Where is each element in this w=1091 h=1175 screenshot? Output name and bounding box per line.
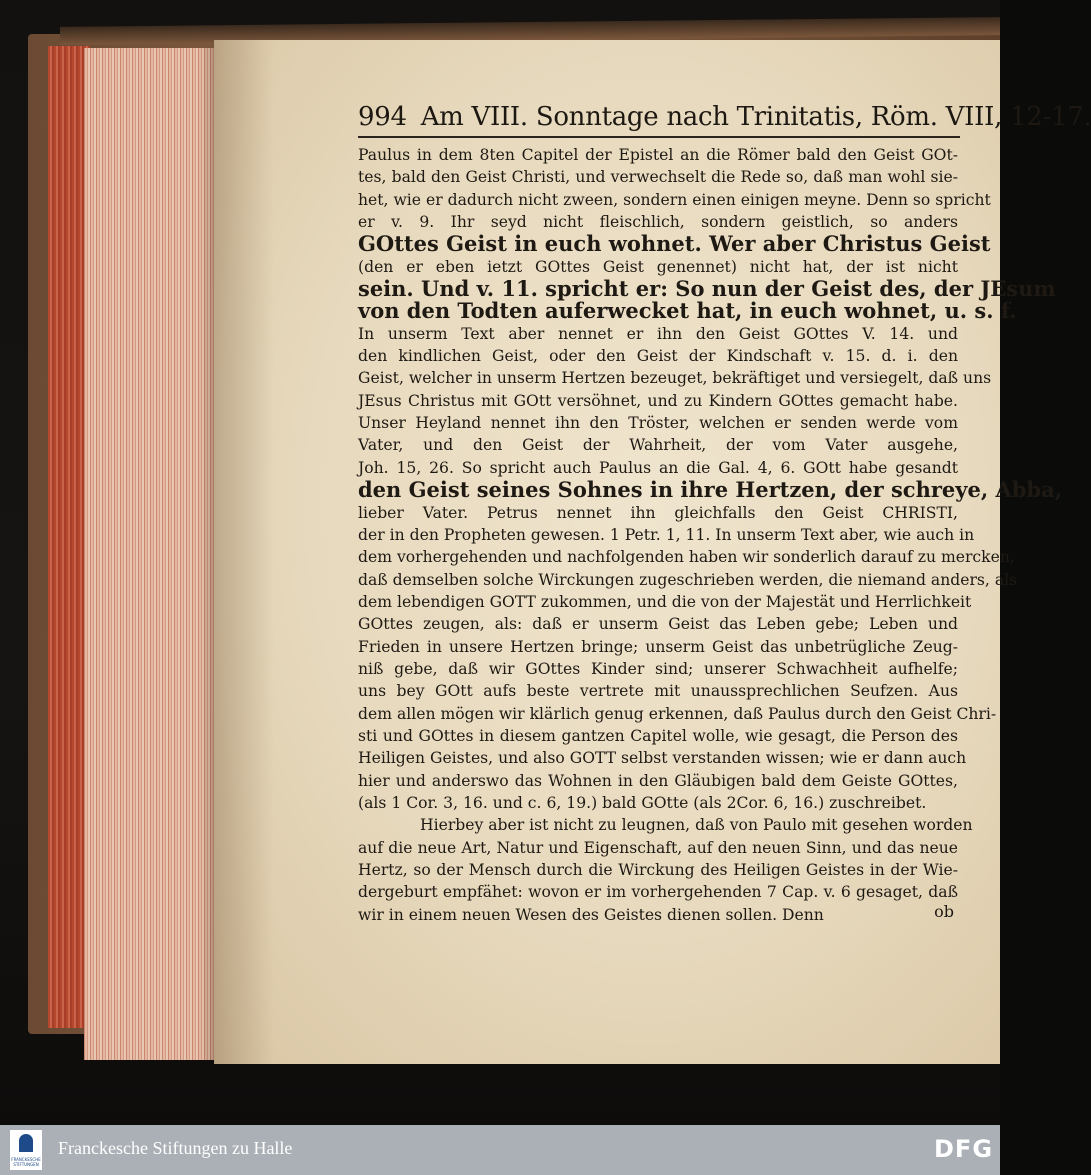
text-line: sti und GOttes in diesem gantzen Capitel wolle, wie gesagt, die Person des [358,726,958,745]
text-line: JEsus Christus mit GOtt versöhnet, und zu Kindern GOttes gemacht habe. [358,391,958,410]
text-line: daß demselben solche Wirckungen zugeschrieben werden, die niemand anders, als [358,570,1018,589]
text-line: der in den Propheten gewesen. 1 Petr. 1, 11. In unserm Text aber, wie auch in [358,525,975,544]
text-line: niß gebe, daß wir GOttes Kinder sind; unserer Schwachheit aufhelfe; [358,659,958,678]
text-line: Joh. 15, 26. So spricht auch Paulus an die Gal. 4, 6. GOtt habe gesandt [358,458,958,477]
text-line: Hierbey aber ist nicht zu leugnen, daß von Paulo mit gesehen worden [420,816,973,835]
text-line: lieber Vater. Petrus nennet ihn gleichfalls den Geist CHRISTI, [358,503,958,522]
text-line: sein. Und v. 11. spricht er: So nun der Geist des, der JEsum [358,276,1056,302]
running-header [358,102,1091,134]
text-line: uns bey GOtt aufs beste vertrete mit unaussprechlichen Seufzen. Aus [358,682,958,701]
text-line: (den er eben ietzt GOttes Geist genennet) nicht hat, der ist nicht [358,257,958,276]
text-line: wir in einem neuen Wesen des Geistes dienen sollen. Denn [358,905,824,924]
dfg-logo[interactable]: DFG [934,1135,994,1163]
text-line: In unserm Text aber nennet er ihn den Geist GOttes V. 14. und [358,324,958,343]
running-head-title: Am VIII. Sonntage nach Trinitatis, Röm. VIII, 12-17. [420,102,1091,132]
text-line: het, wie er dadurch nicht zween, sondern einen einigen meyne. Denn so spricht [358,190,991,209]
text-line: dem lebendigen GOTT zukommen, und die von der Majestät und Herrlichkeit [358,592,972,611]
text-line: GOttes Geist in euch wohnet. Wer aber Christus Geist [358,231,991,257]
text-line: tes, bald den Geist Christi, und verwechselt die Rede so, daß man wohl sie- [358,168,958,187]
viewer-footer [0,1125,1000,1175]
text-line: Paulus in dem 8ten Capitel der Epistel an die Römer bald den Geist GOt- [358,146,958,164]
page-number: 994 [358,102,407,132]
catchword: ob [934,902,954,921]
text-line: auf die neue Art, Natur und Eigenschaft, auf den neuen Sinn, und das neue [358,838,958,857]
text-line: von den Todten auferwecket hat, in euch wohnet, u. s. f. [358,298,1017,324]
text-line: Unser Heyland nennet ihn den Tröster, welchen er senden werde vom [358,414,958,433]
book-page [214,40,1091,1064]
text-line: dem vorhergehenden und nachfolgenden haben wir sonderlich darauf zu mercken, [358,548,1015,567]
logo-text: FRANCKESCHE STIFTUNGEN [11,1157,41,1167]
text-line: GOttes zeugen, als: daß er unserm Geist das Leben gebe; Leben und [358,615,958,634]
header-rule [358,136,960,138]
text-line: Hertz, so der Mensch durch die Wirckung des Heiligen Geistes in der Wie- [358,861,958,879]
text-line: dergeburt empfähet: wovon er im vorhergehenden 7 Cap. v. 6 gesaget, daß [358,883,958,902]
logo-arch-icon [19,1134,33,1152]
text-line: den kindlichen Geist, oder den Geist der Kindschaft v. 15. d. i. den [358,347,958,366]
text-line: dem allen mögen wir klärlich genug erkennen, daß Paulus durch den Geist Chri- [358,704,997,723]
institution-name[interactable]: Franckesche Stiftungen zu Halle [58,1138,293,1158]
page-edges [84,48,216,1060]
text-line: (als 1 Cor. 3, 16. und c. 6, 19.) bald GOtte (als 2Cor. 6, 16.) zuschreibet. [358,793,927,812]
text-line: Geist, welcher in unserm Hertzen bezeuget, bekräftiget und versiegelt, daß uns [358,369,992,388]
text-line: den Geist seines Sohnes in ihre Hertzen, der schreye, Abba, [358,477,1063,503]
text-line: hier und anderswo das Wohnen in den Gläubigen bald dem Geiste GOttes, [358,771,958,790]
page-body-text [358,144,1063,926]
institution-logo[interactable] [10,1130,42,1170]
text-line: er v. 9. Ihr seyd nicht fleischlich, sondern geistlich, so anders [358,213,958,232]
text-line: Vater, und den Geist der Wahrheit, der vom Vater ausgehe, [358,436,958,455]
text-line: Frieden in unsere Hertzen bringe; unserm Geist das unbetrügliche Zeug- [358,637,958,656]
text-line: Heiligen Geistes, und also GOTT selbst verstanden wissen; wie er dann auch [358,749,967,768]
